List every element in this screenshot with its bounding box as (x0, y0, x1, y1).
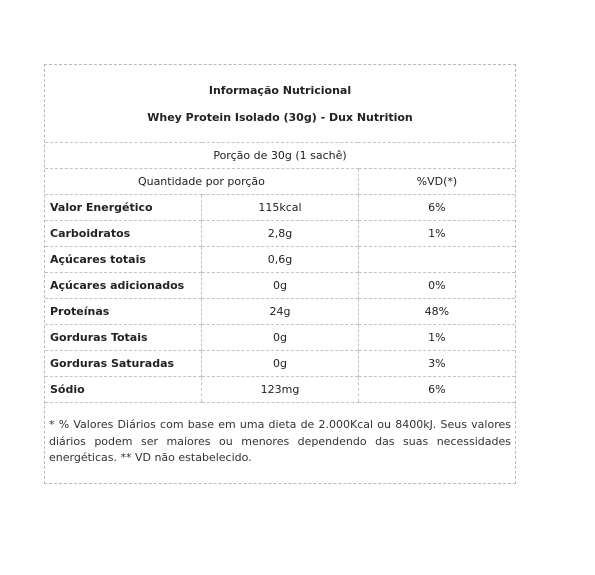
nutrient-vd: 1% (358, 325, 515, 351)
nutrient-quantity: 0,6g (202, 247, 359, 273)
nutrient-vd: 1% (358, 221, 515, 247)
nutrient-vd: 6% (358, 195, 515, 221)
nutrition-facts-panel (44, 64, 516, 484)
nutrient-quantity: 0g (202, 273, 359, 299)
vd-header: %VD(*) (358, 169, 515, 195)
nutrient-name: Proteínas (45, 299, 202, 325)
table-row (45, 325, 515, 351)
nutrient-vd: 6% (358, 377, 515, 403)
table-row (45, 221, 515, 247)
footnote: * % Valores Diários com base em uma dieta de 2.000Kcal ou 8400kJ. Seus valores diários podem ser maiores ou menores dependendo das suas necessidades energéticas. ** VD não estabelecido. (49, 418, 511, 464)
nutrient-quantity: 123mg (202, 377, 359, 403)
nutrient-quantity: 115kcal (202, 195, 359, 221)
product-subtitle: Whey Protein Isolado (30g) - Dux Nutrition (147, 111, 413, 124)
nutrient-name: Gorduras Saturadas (45, 351, 202, 377)
nutrient-name: Sódio (45, 377, 202, 403)
nutrient-vd (358, 247, 515, 273)
quantity-header: Quantidade por porção (45, 169, 358, 195)
portion-row (45, 143, 515, 169)
nutrient-quantity: 0g (202, 351, 359, 377)
nutrient-vd: 3% (358, 351, 515, 377)
portion-cell: Porção de 30g (1 sachê) (45, 143, 515, 169)
nutrient-quantity: 2,8g (202, 221, 359, 247)
nutrition-title: Informação Nutricional (208, 84, 352, 97)
nutrient-name: Açúcares adicionados (45, 273, 202, 299)
header-row (45, 169, 515, 195)
nutrient-quantity: 0g (202, 325, 359, 351)
table-row (45, 351, 515, 377)
table-row (45, 195, 515, 221)
table-row (45, 247, 515, 273)
nutrient-vd: 48% (358, 299, 515, 325)
table-row (45, 377, 515, 403)
nutrient-vd: 0% (358, 273, 515, 299)
nutrient-quantity: 24g (202, 299, 359, 325)
nutrition-table (45, 142, 515, 403)
table-row (45, 273, 515, 299)
nutrient-name: Valor Energético (45, 195, 202, 221)
nutrient-name: Açúcares totais (45, 247, 202, 273)
nutrient-name: Carboidratos (45, 221, 202, 247)
table-row (45, 299, 515, 325)
nutrient-name: Gorduras Totais (45, 325, 202, 351)
